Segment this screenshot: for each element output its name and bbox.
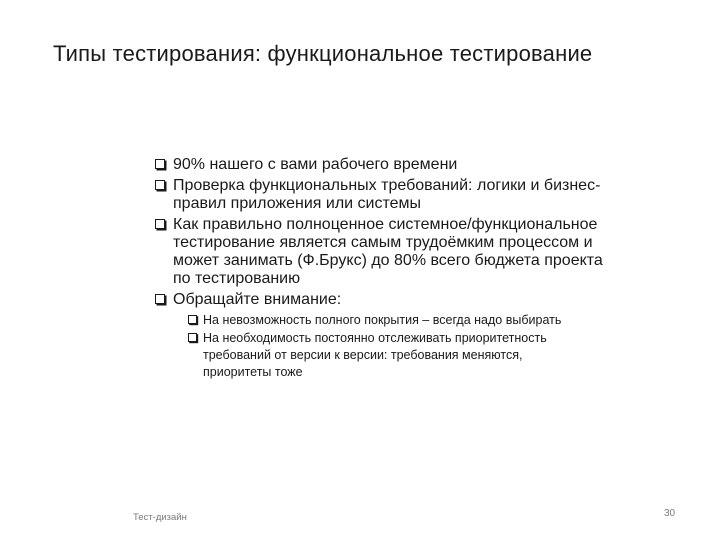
sub-bullet-item (188, 312, 593, 329)
sub-bullet-text: На необходимость постоянно отслеживать приоритетность требований от версии к версии: требования меняются, приоритеты тоже (203, 331, 547, 379)
checkbox-square-icon (155, 294, 165, 304)
bullet-item (154, 156, 614, 174)
slide-title: Типы тестирования: функциональное тестирование (53, 41, 593, 66)
sub-bullet-text: На невозможность полного покрытия – всегда надо выбирать (203, 313, 562, 327)
bullet-item (154, 291, 614, 309)
bullet-item (154, 216, 614, 288)
bullet-item (154, 177, 614, 213)
sub-bullet-item (188, 330, 593, 381)
checkbox-square-icon (188, 315, 197, 324)
checkbox-square-icon (155, 219, 165, 229)
bullet-text: Как правильно полноценное системное/функциональное тестирование является самым трудоёмким процессом и может занимать (Ф.Брукс) до 80% всего бюджета проекта по тестированию (173, 216, 603, 287)
checkbox-square-icon (155, 180, 165, 190)
bullet-list (154, 156, 614, 381)
bullet-text: Проверка функциональных требований: логики и бизнес-правил приложения или системы (173, 177, 601, 212)
bullet-text: 90% нашего с вами рабочего времени (173, 156, 458, 173)
page-number: 30 (664, 508, 676, 519)
bullet-text: Обращайте внимание: (173, 291, 342, 308)
footer-label: Тест-дизайн (133, 512, 187, 523)
checkbox-square-icon (155, 159, 165, 169)
checkbox-square-icon (188, 333, 197, 342)
